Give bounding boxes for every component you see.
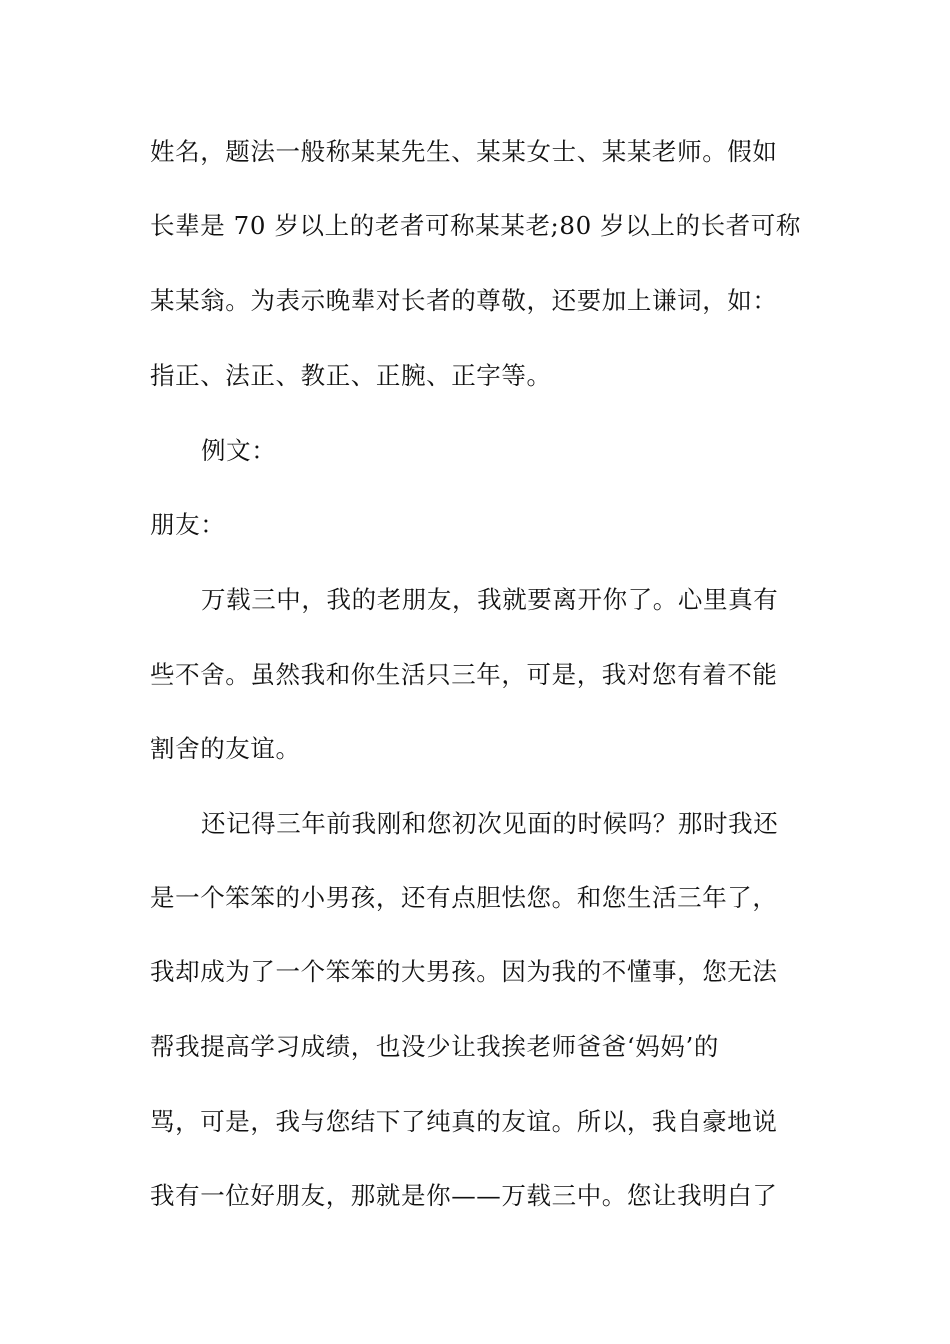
text-line: 指正、法正、教正、正腕、正字等。 xyxy=(150,361,552,390)
text-line: 我有一位好朋友，那就是你——万载三中。您让我明白了 xyxy=(150,1181,778,1210)
text-line: 我却成为了一个笨笨的大男孩。因为我的不懂事，您无法 xyxy=(150,957,778,986)
text-line: 还记得三年前我刚和您初次见面的时候吗？那时我还 xyxy=(201,809,779,838)
text-line: 是一个笨笨的小男孩，还有点胆怯您。和您生活三年了， xyxy=(150,883,778,912)
text-line: 长辈是 70 岁以上的老者可称某某老;80 岁以上的长者可称 xyxy=(150,211,801,240)
example-heading: 例文： xyxy=(201,436,277,465)
text-line: 万载三中，我的老朋友，我就要离开你了。心里真有 xyxy=(201,585,779,614)
text-line: 姓名，题法一般称某某先生、某某女士、某某老师。假如 xyxy=(150,137,778,166)
text-line: 帮我提高学习成绩，也没少让我挨老师爸爸‘妈妈’的 xyxy=(150,1032,719,1061)
text-line: 割舍的友谊。 xyxy=(150,734,301,763)
salutation: 朋友： xyxy=(150,510,226,539)
text-line: 些不舍。虽然我和你生活只三年，可是，我对您有着不能 xyxy=(150,660,778,689)
text-line: 骂，可是，我与您结下了纯真的友谊。所以，我自豪地说 xyxy=(150,1107,778,1136)
text-line: 某某翁。为表示晚辈对长者的尊敬，还要加上谦词，如： xyxy=(150,286,778,315)
